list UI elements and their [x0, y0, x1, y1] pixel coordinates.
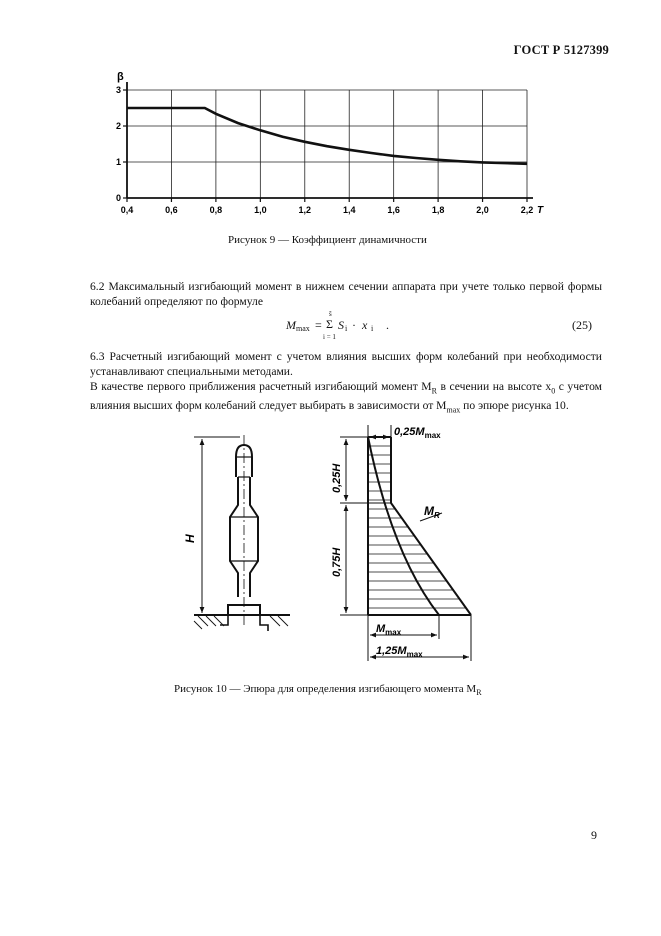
formula-lhs-sub: max	[296, 324, 310, 333]
figure9-chart	[90, 68, 550, 218]
ground-hatch	[194, 616, 288, 629]
x-tick-label: 1,0	[254, 205, 267, 215]
chart-axes	[127, 82, 533, 198]
height-dimension	[194, 437, 240, 613]
figure10-caption-sub: R	[476, 688, 482, 698]
section-6-2-text: 6.2 Максимальный изгибающий момент в нижнем сечении аппарата при учете только первой формы колебаний определяют по формуле	[90, 280, 602, 308]
formula-term1-sub: i	[345, 324, 348, 333]
formula-dot: ·	[352, 318, 356, 332]
formula-lhs: M	[286, 318, 296, 332]
formula-sum-top: ŝ	[329, 310, 332, 318]
y-tick-label: 0	[115, 193, 121, 203]
label-upper-height: 0,25H	[331, 463, 343, 493]
figure9-caption: Рисунок 9 — Коэффициент динамичности	[228, 234, 427, 246]
figure10-diagram	[180, 425, 500, 665]
label-bottom-full: $1,25M_{max}$	[376, 645, 423, 659]
apparatus-left-contour	[230, 477, 238, 597]
chart-y-axis-label: β	[117, 71, 124, 83]
paragraph-mr-sub1: R	[431, 386, 437, 396]
moment-1-25-boundary	[391, 437, 471, 615]
chart-x-axis-label: T	[537, 205, 544, 216]
x-tick-label: 2,0	[476, 205, 489, 215]
x-tick-label: 2,2	[520, 205, 534, 215]
x-tick-label: 1,8	[431, 205, 445, 215]
label-bottom-mmax: $M_{max}$	[376, 623, 402, 637]
formula-25	[286, 310, 486, 354]
label-lower-height: 0,75H	[331, 547, 343, 577]
paragraph-mr-part2: в сечении на высоте x	[436, 380, 552, 393]
moment-diagram-hatch	[368, 446, 466, 608]
label-top-width: $0,25M_{max}$	[394, 426, 441, 440]
x-tick-label: 1,2	[298, 205, 312, 215]
chart-grid	[127, 90, 527, 198]
y-tick-label: 3	[115, 85, 121, 95]
paragraph-mr-sub2: 0	[551, 386, 556, 396]
label-mr-curve: $M_R$	[424, 504, 440, 520]
paragraph-mr	[90, 379, 602, 418]
x-tick-label: 0,8	[209, 205, 223, 215]
formula-tail: .	[386, 318, 389, 332]
paragraph-mr-part1: В качестве первого приближения расчетный изгибающий момент M	[90, 380, 432, 393]
y-tick-label: 1	[115, 157, 121, 167]
page-number: 9	[591, 828, 597, 842]
document-header: ГОСТ Р 5127399	[513, 43, 609, 57]
y-tick-label: 2	[115, 121, 121, 131]
formula-term1: S	[338, 318, 344, 332]
formula-sum-bottom: i = 1	[323, 333, 336, 341]
x-tick-label: 0,4	[120, 205, 134, 215]
paragraph-mr-sub3: max	[446, 405, 461, 415]
section-6-3-text: 6.3 Расчетный изгибающий момент с учетом влияния высших форм колебаний при необходимости устанавливают специальными методами.	[90, 350, 602, 378]
apparatus-right-contour	[250, 477, 258, 597]
chart-ticks	[116, 85, 533, 215]
paragraph-mr-part4: по эпюре рисунка 10.	[460, 399, 569, 413]
formula-term2: x	[362, 318, 368, 332]
formula-term2-sub: i	[371, 324, 374, 333]
formula-number: (25)	[572, 318, 592, 332]
formula-equals: =	[315, 318, 322, 332]
figure10-caption-text: Рисунок 10 — Эпюра для определения изгибающего момента M	[174, 683, 477, 695]
top-width-dimension	[368, 425, 391, 437]
x-tick-label: 0,6	[165, 205, 178, 215]
x-tick-label: 1,4	[342, 205, 356, 215]
paragraph-mr-part3: с учетом влияния высших форм колебаний следует выбирать в зависимости от M	[90, 380, 603, 413]
formula-sum-sign: Σ	[326, 317, 333, 331]
figure10-caption	[174, 683, 482, 697]
x-tick-label: 1,6	[387, 205, 400, 215]
label-total-height: H	[183, 534, 197, 543]
apparatus-drawing	[194, 435, 290, 631]
chart-series-line	[127, 108, 527, 164]
